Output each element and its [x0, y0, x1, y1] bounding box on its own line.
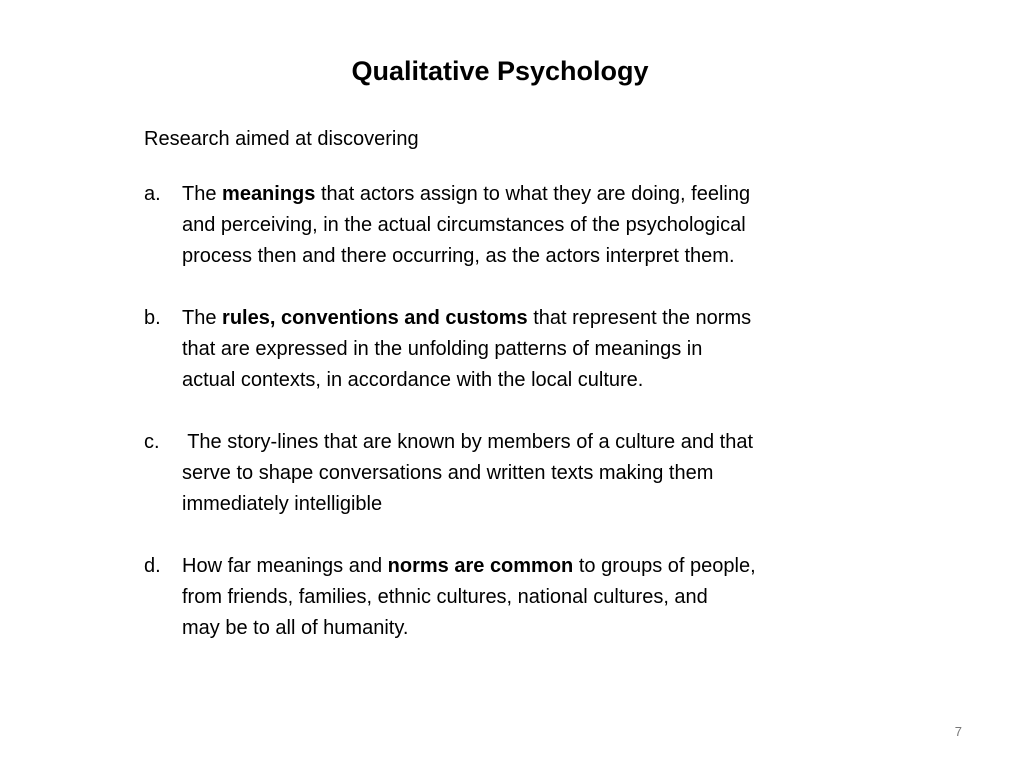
text-line: The meanings that actors assign to what they are doing, feeling [182, 183, 751, 205]
list-marker: b. [144, 307, 161, 329]
text-line: may be to all of humanity. [182, 617, 409, 639]
text-line: and perceiving, in the actual circumstances of the psychological [182, 214, 746, 236]
slide-title: Qualitative Psychology [351, 56, 649, 86]
intro-text: Research aimed at discovering [144, 128, 419, 150]
text-line: The rules, conventions and customs that represent the norms [182, 307, 752, 329]
text-line: immediately intelligible [182, 493, 383, 515]
text-line: actual contexts, in accordance with the local culture. [182, 369, 644, 391]
slide-body [144, 124, 884, 675]
list-marker: c. [144, 431, 160, 453]
emphasis: norms are common [387, 555, 574, 577]
text-line: process then and there occurring, as the actors interpret them. [182, 245, 735, 267]
list-marker: d. [144, 555, 161, 577]
text-line: that are expressed in the unfolding patterns of meanings in [182, 338, 703, 360]
text-line: serve to shape conversations and written texts making them [182, 462, 714, 484]
list-item-b [144, 303, 884, 396]
criteria-list [144, 179, 884, 644]
list-item-c [144, 427, 884, 520]
text-line: The story-lines that are known by members of a culture and that [182, 431, 754, 453]
text-line: How far meanings and norms are common to groups of people, [182, 555, 756, 577]
emphasis: meanings [222, 183, 316, 205]
list-marker: a. [144, 183, 161, 205]
list-item-a [144, 179, 884, 272]
emphasis: rules, conventions and customs [222, 307, 528, 329]
list-item-d [144, 551, 884, 644]
text-line: from friends, families, ethnic cultures, national cultures, and [182, 586, 708, 608]
page-number: 7 [954, 724, 962, 739]
